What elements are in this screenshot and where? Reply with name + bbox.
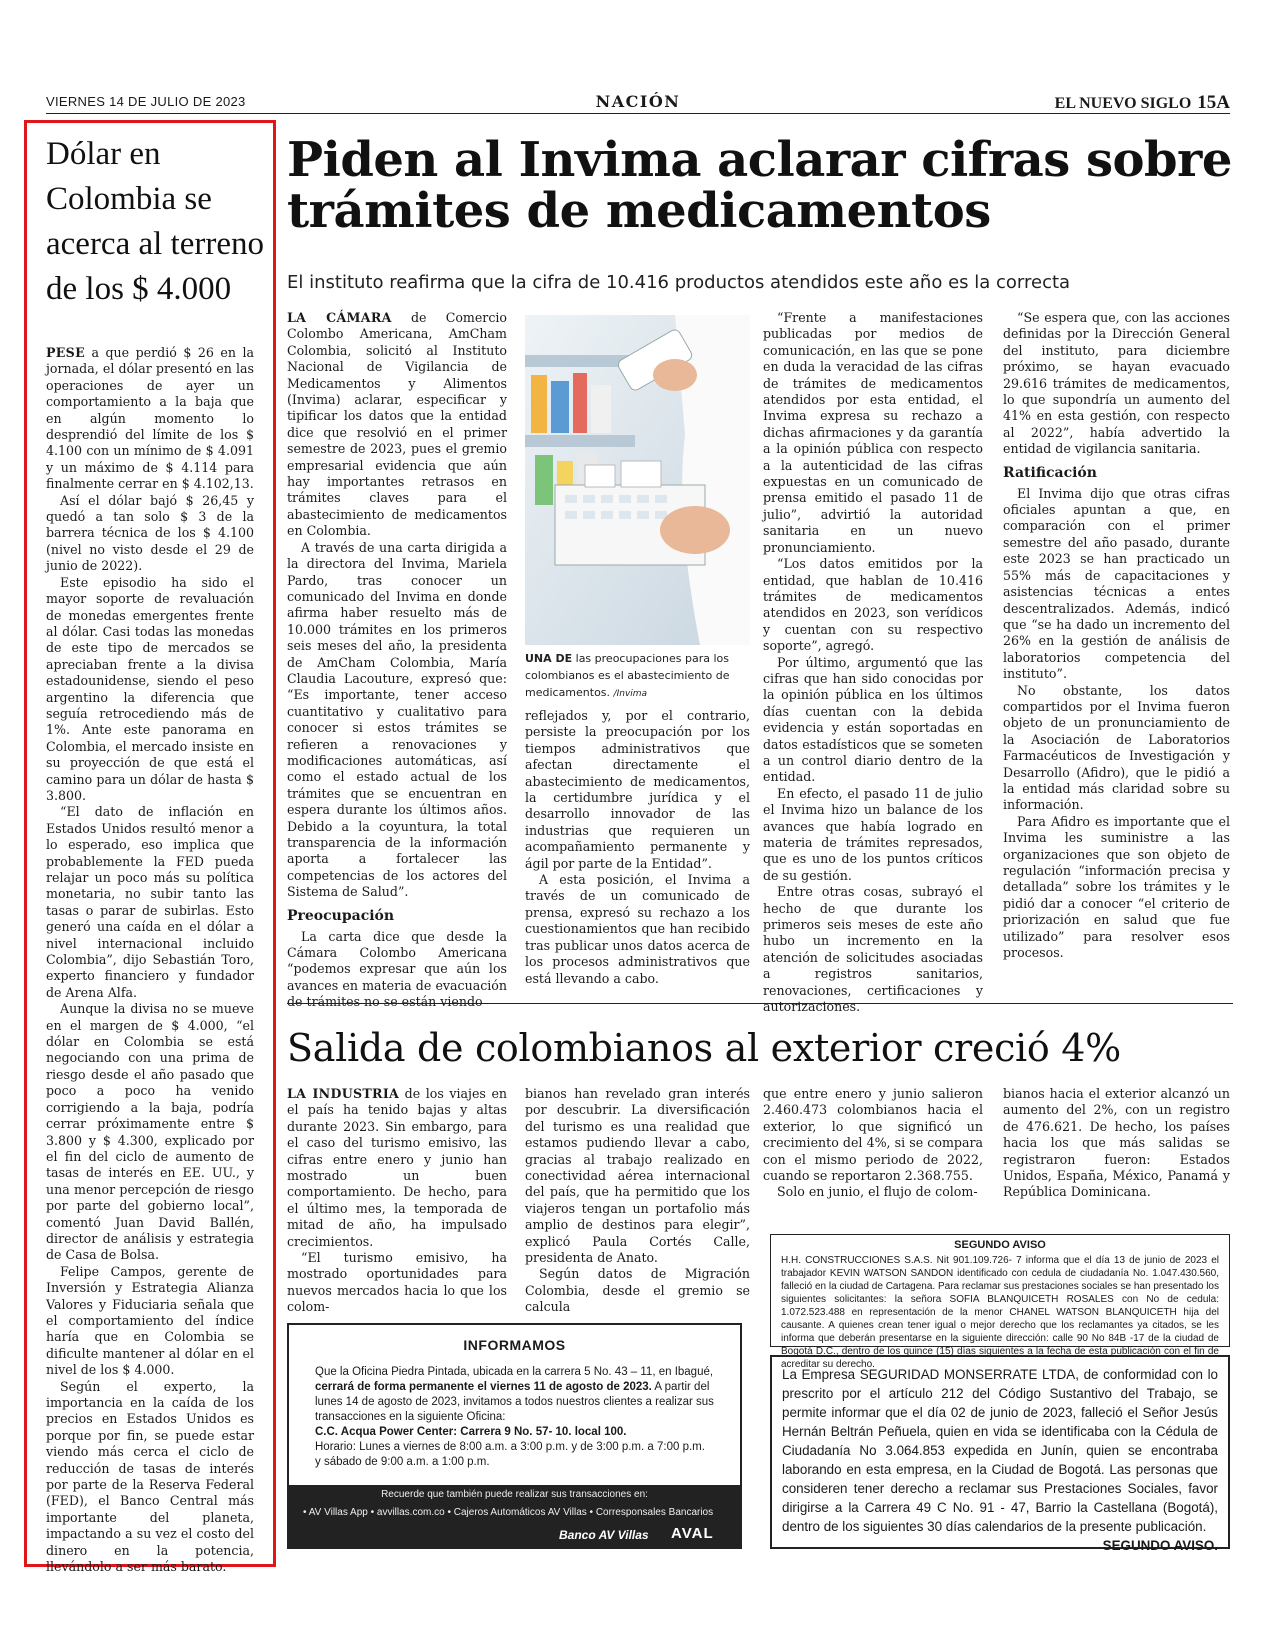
- lead-word: LA INDUSTRIA: [287, 1086, 400, 1101]
- second-column-4: [1003, 1086, 1230, 1201]
- sidebar-paragraph: Así el dólar bajó $ 26,45 y quedó a tan solo $ 3 de la barrera técnica de los $ 4.100 (nivel no visto desde el 29 de junio de 2022).: [46, 492, 254, 574]
- article-paragraph: En efecto, el pasado 11 de julio el Invima hizo un balance de los avances que había logrado en materia de trámites represados, que es uno de los puntos críticos de su gestión.: [763, 785, 983, 883]
- notice-text: La Empresa SEGURIDAD MONSERRATE LTDA, de conformidad con lo prescrito por el artículo 212 del Código Sustantivo del Trabajo, se permite informar que el día 02 de junio de 2023, falleció el Señor Jesús Hernán Beltrán Peñuela, quien en vida se identificaba con la Cédula de Ciudadanía No 3.064.853 expedida en Junín, quien se encontraba laborando en esta empresa, en la Ciudad de Bogotá. Las personas que consideren tener derecho a reclamar sus Prestaciones Sociales, favor dirigirse a la Carrera 49 C No. 91 - 47, Barrio la Castellana (Bogotá), dentro de los siguientes 30 días calendarios de la presente publicación.: [782, 1367, 1218, 1534]
- main-headline: Piden al Invima aclarar cifras sobre trámites de medicamentos: [287, 132, 1232, 239]
- legal-notice-2: [770, 1355, 1230, 1553]
- aval-logo: AVAL: [671, 1525, 714, 1542]
- sidebar-paragraph: Según el experto, la importancia en la caída de los precios en Estados Unidos es porque por fin, se puede estar viendo más cerca el ciclo de reducción de tasas de interés por parte de la Reserva Federal (FED), el Banco Central más importante del planeta, impactando a su vez el costo del dinero en la potencia, llevándolo a ser más barato.: [46, 1378, 254, 1575]
- article-paragraph: El Invima dijo que otras cifras oficiales apuntan a que, en comparación con el primer semestre del año pasado, durante este 2023 se han practicado un 55% más de capacitaciones y asistencias técnicas a entes descentralizados. Además, indicó que “se ha dado un incremento del 26% en la gestión de análisis de laboratorios competencia del instituto”.: [1003, 485, 1230, 682]
- article-paragraph: Solo en junio, el flujo de colom-: [777, 1184, 978, 1200]
- article-paragraph: Por último, argumentó que las cifras que han sido conocidas por la opinión pública en los últimos días cuentan con la debida evidencia y están soportadas en datos estadísticos que se someten a un control diario dentro de la entidad.: [763, 654, 983, 785]
- informamos-ad: [287, 1323, 742, 1549]
- article-paragraph: bianos han revelado gran interés por descubrir. La diversificación del turismo es una realidad que estamos pudiendo llevar a cabo, gracias al trabajo realizado en conectividad aérea internacional del país, que ha permitido que los viajeros tengan un portafolio más amplio de destinos para elegir”, explicó Paula Cortés Calle, presidenta de Anato.: [525, 1086, 750, 1266]
- sidebar-paragraph: “El dato de inflación en Estados Unidos resultó menor a lo esperado, eso implica que probablemente la FED pueda relajar un poco más su política monetaria, no subir tanto las tasas o parar de subirlas. Esto generó una caída en el dólar a nivel internacional incluido Colombia”, dijo Sebastián Toro, experto financiero y fundador de Arena Alfa.: [46, 804, 254, 1000]
- photo-caption: UNA DE las preocupaciones para los colombianos es el abastecimiento de medicamentos. /Invima: [525, 652, 730, 699]
- article-paragraph: Según datos de Migración Colombia, desde el gremio se calcula: [525, 1266, 750, 1315]
- second-column-1: [287, 1086, 507, 1316]
- notice-text: H.H. CONSTRUCCIONES S.A.S. Nit 901.109.726- 7 informa que el día 13 de junio de 2023 el trabajador KEVIN WATSON SANDON identificado con cedula de ciudadanía No. 1.047.430.560, falleció en la ciudad de Cartagena. Para reclamar sus prestaciones sociales se han presentado los siguientes solicitantes: la señora SOFIA BLANQUICETH ROSALES con No de cedula: 1.072.523.488 en representación de la menor CHANEL WATSON BLANQUICETH hija del causante. A quienes crean tener igual o mejor derecho que los reclamantes ya citados, se les informa que deberán presentarse en la siguiente dirección: calle 90 No 84B -17 de la ciudad de Bogotá D.C., dentro de los quince (15) días siguientes a la fecha de esta publicación con el fin de acreditar su derecho.: [781, 1255, 1219, 1370]
- article-paragraph: “Se espera que, con las acciones definidas por la Dirección General del instituto, para diciembre próximo, se hayan evacuado 29.616 trámites de medicamentos, lo que supondría un aumento del 41% en esta gestión, con respecto al 2022”, había advertido la entidad de vigilancia sanitaria.: [1003, 310, 1230, 457]
- notice-closing: SEGUNDO AVISO.: [1102, 1538, 1218, 1553]
- second-column-3: [763, 1086, 983, 1201]
- subhead-preocupacion: Preocupación: [287, 907, 395, 924]
- ad-channels: • AV Villas App • avvillas.com.co • Cajeros Automáticos AV Villas • Corresponsales Bancarios: [303, 1507, 714, 1518]
- ad-body: Que la Oficina Piedra Pintada, ubicada en la carrera 5 No. 43 – 11, en Ibagué, cerrará de forma permanente el viernes 11 de agosto de 2023. A partir del lunes 14 de agosto de 2023, invitamos a todos nuestros clientes a realizar sus transacciones en la siguiente Oficina: C.C. Acqua Power Center: Carrera 9 No. 57- 10. local 100. Horario: Lunes a viernes de 8:00 a.m. a 3:00 p.m. y de 3:00 p.m. a 7:00 p.m. y sábado de 9:00 a.m. a 1:00 p.m.: [315, 1366, 714, 1468]
- page-number: 15A: [1197, 92, 1230, 113]
- article-paragraph: Para Afidro es importante que el Invima les suministre a las organizaciones que son objeto de regulación “información precisa y detallada” sobre los trámites y le pidió dar a conocer “el criterio de priorización en salud que fue utilizado” para resolver esos procesos.: [1003, 813, 1230, 961]
- article-paragraph: reflejados y, por el contrario, persiste la preocupación por los tiempos administrativos que afectan directamente el abastecimiento de medicamentos, la certidumbre jurídica y el desarrollo innovador de las industrias que requieren un acompañamiento permanente y ágil por parte de la Entidad”.: [525, 708, 750, 871]
- bank-logo: Banco AV Villas: [559, 1528, 649, 1542]
- main-column-1: [287, 310, 507, 1011]
- publication-date: VIERNES 14 DE JULIO DE 2023: [46, 94, 246, 109]
- article-paragraph: A esta posición, el Invima a través de un comunicado de prensa, expresó su rechazo a los cuestionamientos que han recibido tras publicar unos datos acerca de los procesos administrativos que está llevando a cabo.: [525, 872, 750, 986]
- page-header: [46, 92, 1230, 114]
- second-column-2: [525, 1086, 750, 1316]
- article-paragraph: No obstante, los datos compartidos por el Invima fueron objeto de un pronunciamiento de la Asociación de Laboratorios Farmacéuticos de Investigación y Desarrollo (Afidro), que le pidió a la entidad más claridad sobre su información.: [1003, 682, 1230, 813]
- section-title: NACIÓN: [595, 92, 681, 111]
- medicine-photo: [525, 315, 750, 645]
- article-paragraph: LA INDUSTRIA de los viajes en el país ha tenido bajas y altas durante 2023. Sin embargo, para el caso del turismo emisivo, las cifras entre enero y junio han mostrado un buen comportamiento. De hecho, para el último mes, la temporada de mitad de año, ha impulsado crecimientos.: [287, 1086, 508, 1249]
- article-paragraph: que entre enero y junio salieron 2.460.473 colombianos hacia el exterior, lo que significó un crecimiento del 4%, si se compara con el mismo periodo de 2022, cuando se reportaron 2.368.755.: [763, 1086, 983, 1184]
- article-paragraph: A través de una carta dirigida a la directora del Invima, Mariela Pardo, tras conocer un comunicado del Invima en donde afirma haber resuelto más de 10.000 trámites en los primeros seis meses del año, la presidenta de AmCham Colombia, María Claudia Lacouture, expresó que: “Es importante, tener acceso cuantitativo y cualitativo para conocer si estos trámites se refieren a renovaciones y modificaciones automáticas, así como el estado actual de los trámites que se encuentran en espera durante los últimos años. Debido a la coyuntura, la total transparencia de la información aporta a fortalecer las competencias de los actores del Sistema de Salud”.: [287, 539, 507, 900]
- article-paragraph: Entre otras cosas, subrayó el hecho de que durante los primeros seis meses de este año hubo un incremento en la atención de solicitudes asociadas a registros sanitarios, renovaciones, certificaciones y autorizaciones.: [763, 884, 983, 1015]
- ad-hours: y sábado de 9:00 a.m. a 1:00 p.m.: [315, 1456, 490, 1468]
- article-paragraph: bianos hacia el exterior alcanzó un aumento del 2%, con un registro de 476.621. De hecho, los países hacia los que más salidas se registraron fueron: Estados Unidos, España, México, Panamá y República Dominicana.: [1003, 1086, 1230, 1200]
- article-paragraph: “Frente a manifestaciones publicadas por medios de comunicación, en las que se pone en duda la veracidad de las cifras de trámites de medicamentos atendidos por esta entidad, el Invima expresa su rechazo a dichas afirmaciones y da garantía a la opinión pública con respecto a la autenticidad de las cifras expuestas en un comunicado de prensa emitido el pasado 11 de julio”, advirtió la autoridad sanitaria en un nuevo pronunciamiento.: [763, 310, 983, 555]
- sidebar-paragraph: PESE a que perdió $ 26 en la jornada, el dólar presentó en las operaciones de ayer un comportamiento a la baja que en algún momento lo desprendió del límite de los $ 4.100 con un mínimo de $ 4.091 y un máximo de $ 4.114 para finalmente cerrar en $ 4.102,13.: [46, 345, 254, 492]
- newspaper-name: EL NUEVO SIGLO: [1054, 95, 1192, 112]
- sidebar-paragraph: Aunque la divisa no se mueve en el margen de $ 4.000, “el dólar en Colombia se está negociando con una prima de riesgo desde el año pasado que poco a poco ha venido corrigiendo a la baja, podría cerrar próximamente entre $ 3.800 y $ 4.300, explicado por el fin del ciclo de aumento de tasas de interés en EE. UU., y una menor percepción de riesgo por parte del gobierno local”, comentó Juan David Ballén, director de análisis y estrategia de Casa de Bolsa.: [46, 1001, 254, 1263]
- sidebar-headline: Dólar en Colombia se acerca al terreno de los $ 4.000: [46, 136, 264, 307]
- sidebar-body: [46, 345, 254, 1575]
- main-column-3: [763, 310, 983, 1015]
- article-divider: [287, 1003, 1233, 1004]
- lead-word: PESE: [46, 345, 85, 360]
- ad-footer: [289, 1485, 740, 1547]
- pharmacy-illustration: [525, 315, 750, 645]
- sidebar-paragraph: Felipe Campos, gerente de Inversión y Estrategia Alianza Valores y Fiduciaria señala que el comportamiento del índice haría que en Colombia se dificulte mantener al dólar en el nivel de los $ 4.000.: [46, 1263, 254, 1378]
- article-paragraph: “Los datos emitidos por la entidad, que hablan de 10.416 trámites de medicamentos atendidos en 2023, son verídicos y cuentan con su respectivo soporte”, agregó.: [763, 556, 983, 654]
- article-paragraph: “El turismo emisivo, ha mostrado oportunidades para nuevos mercados hacia lo que los colom-: [287, 1250, 507, 1315]
- article-paragraph: La carta dice que desde la Cámara Colombo Americana “podemos expresar que aún los avances en materia de evacuación de trámites no se están viendo: [287, 928, 507, 1010]
- lead-word: LA CÁMARA: [287, 310, 392, 325]
- photo-credit: /Invima: [613, 689, 648, 699]
- article-paragraph: LA CÁMARA de Comercio Colombo Americana, AmCham Colombia, solicitó al Instituto Nacional de Vigilancia de Medicamentos y Alimentos (Invima) aclarar, especificar y tipificar los datos que la entidad dice que resolvió en el primer semestre de 2023, pues el gremio empresarial evidencia que aún hay importantes retrasos en trámites claves para el abastecimiento de medicamentos en Colombia.: [287, 310, 507, 539]
- newspaper-brand: [1055, 92, 1230, 114]
- main-column-2: [525, 708, 750, 987]
- sidebar-paragraph: Este episodio ha sido el mayor soporte de revaluación de monedas emergentes frente al dólar. Casi todas las monedas de este tipo de mercados se apreciaban frente a la divisa estadounidense, siendo el peso argentino la diferencia que seguía retrocediendo más de 1%. Ante este panorama en Colombia, el mercado insiste en su proyección de que está el camino para un dólar de hasta $ 3.800.: [46, 574, 254, 803]
- notice-title: SEGUNDO AVISO: [954, 1239, 1046, 1251]
- main-column-4: [1003, 310, 1230, 961]
- ad-title: INFORMAMOS: [463, 1337, 566, 1353]
- legal-notice-1: [770, 1234, 1230, 1370]
- ad-reminder: Recuerde que también puede realizar sus transacciones en:: [381, 1489, 648, 1500]
- second-headline: Salida de colombianos al exterior creció 4%: [287, 1026, 1121, 1070]
- subhead-ratificacion: Ratificación: [1003, 464, 1097, 481]
- ad-office: C.C. Acqua Power Center: Carrera 9 No. 57- 10. local 100.: [315, 1426, 627, 1438]
- ad-hours: Horario: Lunes a viernes de 8:00 a.m. a 3:00 p.m. y de 3:00 p.m. a 7:00 p.m.: [315, 1441, 705, 1453]
- main-subheadline: El instituto reafirma que la cifra de 10.416 productos atendidos este año es la correcta: [287, 272, 1071, 293]
